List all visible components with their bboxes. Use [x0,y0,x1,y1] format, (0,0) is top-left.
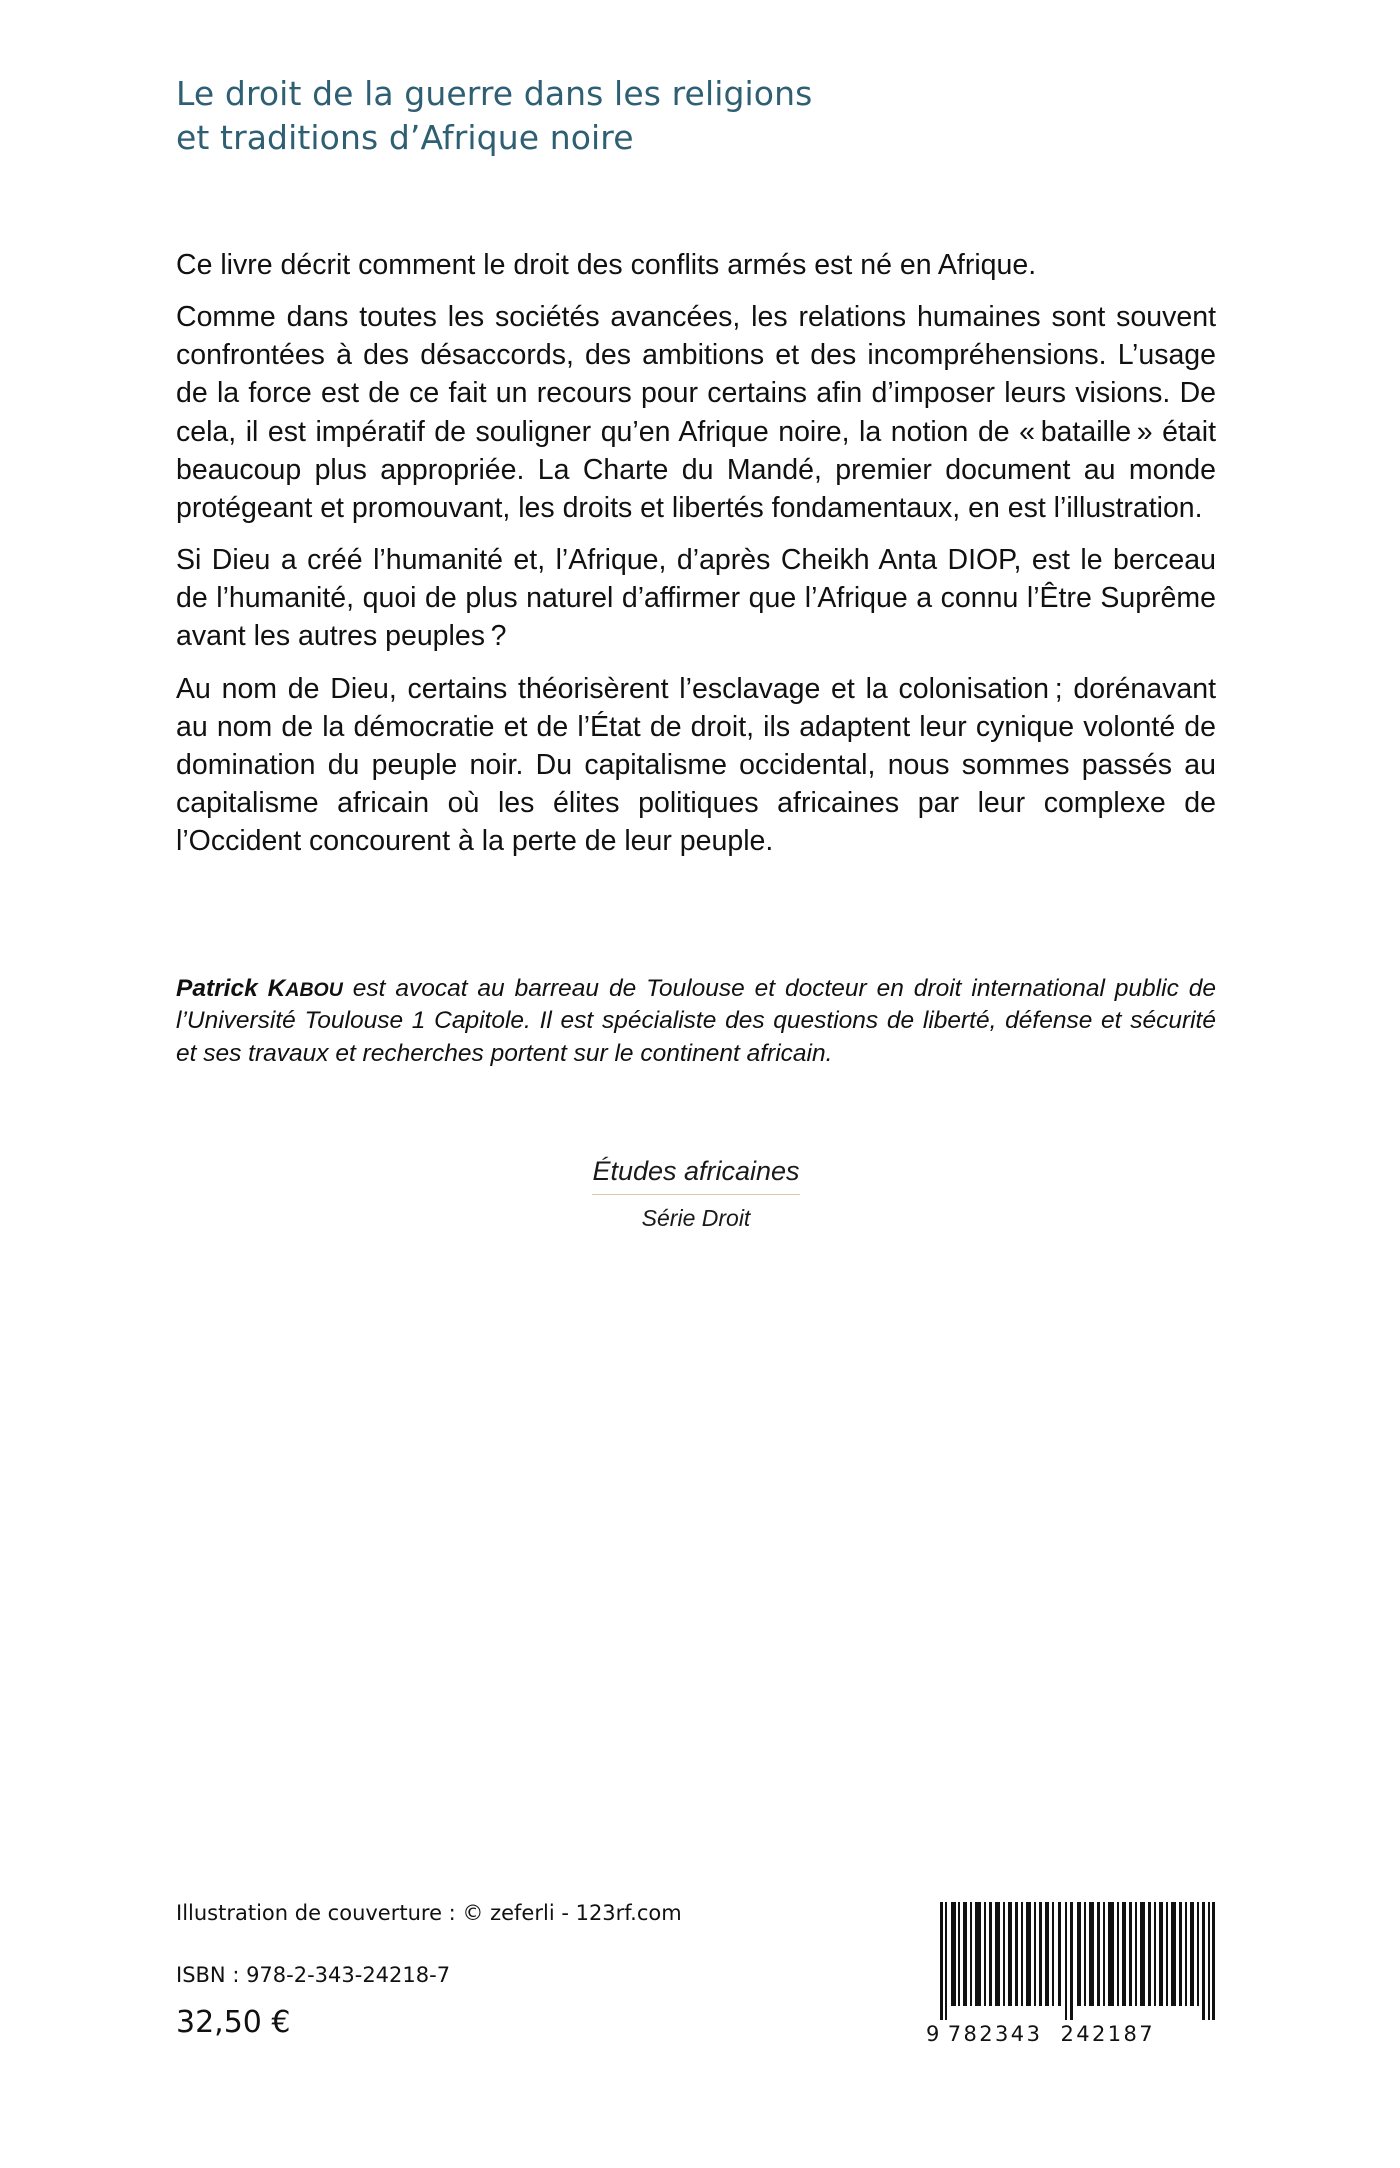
collection-name: Études africaines [592,1156,799,1195]
barcode-lead-digit: 9 [926,2022,942,2046]
barcode-digits [926,2022,1216,2046]
cover-content [176,0,1216,1232]
author-first-name: Patrick [176,974,258,1002]
barcode-bars-icon [940,1902,1216,2020]
blurb [176,246,1216,861]
cover-illustration-credit: Illustration de couverture : © zeferli - 123rf.com [176,1901,682,1925]
author-last-name-smallcaps: ABOU [285,978,343,1001]
collection-series: Série Droit [641,1205,751,1232]
blurb-paragraph-4: Au nom de Dieu, certains théorisèrent l’esclavage et la colonisation ; dorénavant au nom de la démocratie et de l’État de droit, ils adaptent leur cynique volonté de domination du peuple noir. Du capitalisme occidental, nous sommes passés au capitalisme africain où les élites politiques africaines par leur complexe de l’Occident concourent à la perte de leur peuple. [176,672,1216,858]
barcode-digits-right: 242187 [1060,2022,1156,2046]
barcode [926,1902,1216,2046]
footer-left [176,1900,816,2040]
blurb-paragraph-1: Ce livre décrit comment le droit des conflits armés est né en Afrique. [176,248,1037,281]
page-title [176,72,1216,160]
price-text: 32,50 € [176,2005,291,2041]
blurb-paragraph-3: Si Dieu a créé l’humanité et, l’Afrique, d’après Cheikh Anta DIOP, est le berceau de l’humanité, quoi de plus naturel d’affirmer que l’Afrique a connu l’Être Suprême avant les autres peuples ? [176,544,1216,653]
barcode-digits-left: 782343 [947,2022,1043,2046]
author-biography [176,973,1216,1071]
isbn-text: ISBN : 978-2-343-24218-7 [176,1963,451,1988]
blurb-paragraph-2: Comme dans toutes les sociétés avancées, les relations humaines sont souvent confrontées à des désaccords, des ambitions et des incompréhensions. L’usage de la force est de ce fait un recours pour certains afin d’imposer leurs visions. De cela, il est impératif de souligner qu’en Afrique noire, la notion de « bataille » était beaucoup plus appropriée. La Charte du Mandé, premier document au monde protégeant et promouvant, les droits et libertés fondamentaux, en est l’illustration. [176,300,1216,524]
author-biography-text: est avocat au barreau de Toulouse et docteur en droit international public de l’Université Toulouse 1 Capitole. Il est spécialiste des questions de liberté, défense et sécurité et ses travaux et recherches portent sur le continent africain. [176,974,1217,1067]
collection-block [176,1156,1216,1232]
page-title-line-1: Le droit de la guerre dans les religions [176,74,813,113]
page-title-line-2: et traditions d’Afrique noire [176,117,634,157]
footer [176,1900,1216,2110]
author-last-initial: K [267,974,286,1002]
